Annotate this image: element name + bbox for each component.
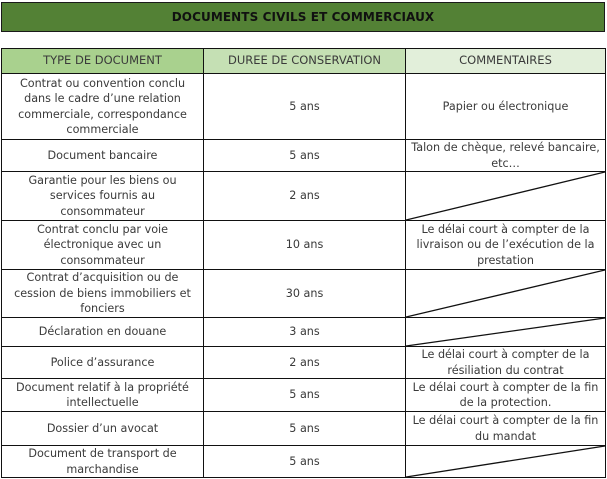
cell-duration: 5 ans <box>204 140 406 172</box>
page-title: DOCUMENTS CIVILS ET COMMERCIAUX <box>171 10 435 24</box>
table-row <box>2 379 606 412</box>
cell-duration: 2 ans <box>204 172 406 221</box>
table-row <box>2 221 606 270</box>
cell-duration: 10 ans <box>204 221 406 270</box>
cell-comment: Le délai court à compter de la résiliation du contrat <box>406 347 606 379</box>
cell-duration: 2 ans <box>204 347 406 379</box>
cell-document-type: Garantie pour les biens ou services fournis au consommateur <box>2 172 204 221</box>
diagonal-strike-icon <box>406 446 605 477</box>
cell-comment-empty <box>406 172 606 221</box>
table-row <box>2 140 606 172</box>
cell-duration: 5 ans <box>204 412 406 446</box>
header-duration: DUREE DE CONSERVATION <box>204 49 406 74</box>
title-bar <box>1 2 605 32</box>
header-type: TYPE DE DOCUMENT <box>2 49 204 74</box>
cell-duration: 5 ans <box>204 446 406 478</box>
table-row <box>2 412 606 446</box>
diagonal-strike-icon <box>406 270 605 317</box>
cell-document-type: Document bancaire <box>2 140 204 172</box>
cell-duration: 3 ans <box>204 318 406 347</box>
retention-table <box>1 48 606 478</box>
cell-duration: 5 ans <box>204 74 406 140</box>
diagonal-strike-icon <box>406 318 605 346</box>
cell-document-type: Dossier d’un avocat <box>2 412 204 446</box>
cell-document-type: Contrat conclu par voie électronique avec un consommateur <box>2 221 204 270</box>
cell-document-type: Contrat d’acquisition ou de cession de biens immobiliers et fonciers <box>2 270 204 318</box>
cell-document-type: Document de transport de marchandise <box>2 446 204 478</box>
table-row <box>2 74 606 140</box>
cell-comment: Le délai court à compter de la livraison ou de l’exécution de la prestation <box>406 221 606 270</box>
table-row <box>2 446 606 478</box>
cell-comment-empty <box>406 270 606 318</box>
table-header-row <box>2 49 606 74</box>
cell-comment: Papier ou électronique <box>406 74 606 140</box>
cell-comment: Le délai court à compter de la fin du mandat <box>406 412 606 446</box>
table-row <box>2 172 606 221</box>
cell-duration: 5 ans <box>204 379 406 412</box>
cell-document-type: Déclaration en douane <box>2 318 204 347</box>
cell-comment-empty <box>406 318 606 347</box>
cell-duration: 30 ans <box>204 270 406 318</box>
header-comments: COMMENTAIRES <box>406 49 606 74</box>
cell-comment: Le délai court à compter de la fin de la protection. <box>406 379 606 412</box>
diagonal-strike-icon <box>406 172 605 220</box>
cell-document-type: Contrat ou convention conclu dans le cadre d’une relation commerciale, correspondance commerciale <box>2 74 204 140</box>
cell-comment: Talon de chèque, relevé bancaire, etc… <box>406 140 606 172</box>
table-row <box>2 318 606 347</box>
table-row <box>2 347 606 379</box>
cell-document-type: Document relatif à la propriété intellectuelle <box>2 379 204 412</box>
cell-comment-empty <box>406 446 606 478</box>
table-row <box>2 270 606 318</box>
cell-document-type: Police d’assurance <box>2 347 204 379</box>
